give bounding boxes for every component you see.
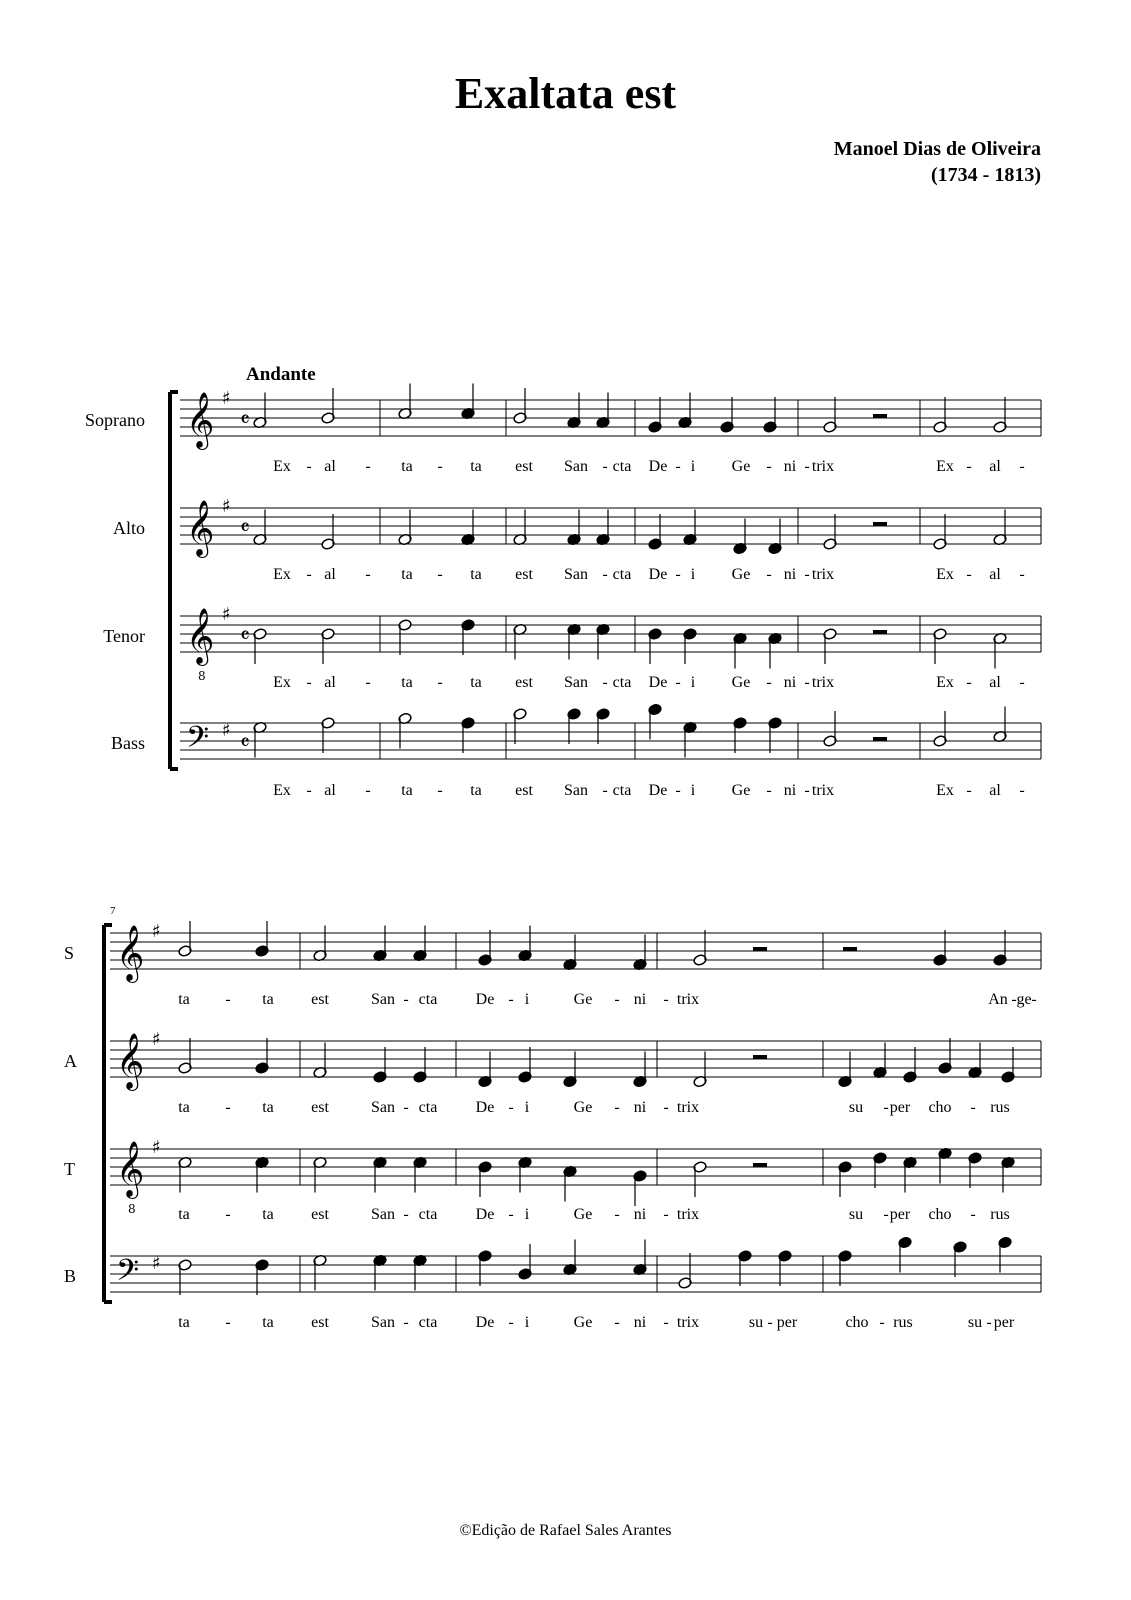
lyric-syllable: San <box>371 1314 395 1331</box>
lyric-syllable: est <box>311 1206 329 1223</box>
lyric-syllable: - <box>403 991 409 1008</box>
lyric-syllable: Ge <box>573 1206 593 1223</box>
lyric-syllable: est <box>515 674 533 691</box>
lyric-syllable: ni <box>783 458 797 475</box>
lyric-syllable: ta <box>178 1206 190 1223</box>
lyric-syllable: - <box>663 1099 669 1116</box>
lyric-syllable: ta <box>470 674 482 691</box>
lyric-syllable: cho <box>845 1314 869 1331</box>
sys2-staff-3-sharp-key-icon: ♯ <box>152 1253 161 1274</box>
sys1-half-rest <box>873 630 887 634</box>
sys1-staff-2-treble-clef-icon: 𝄞 <box>186 608 215 664</box>
lyric-syllable: ta <box>178 991 190 1008</box>
lyric-syllable: Ex <box>936 566 954 583</box>
lyric-syllable: ta <box>178 1314 190 1331</box>
lyric-syllable: - <box>614 1314 620 1331</box>
lyric-syllable: al <box>324 782 336 799</box>
lyric-syllable: - <box>437 782 443 799</box>
lyric-syllable: cho <box>928 1206 952 1223</box>
lyric-syllable: - <box>970 1099 976 1116</box>
lyric-syllable: Ex <box>936 674 954 691</box>
lyric-syllable: ta <box>470 566 482 583</box>
lyric-syllable: - <box>225 1206 231 1223</box>
lyric-syllable: est <box>311 1314 329 1331</box>
lyric-syllable: - <box>403 1206 409 1223</box>
edition-credit: ©Edição de Rafael Sales Arantes <box>459 1522 672 1539</box>
lyric-syllable: - <box>437 566 443 583</box>
lyric-syllable: per <box>993 1314 1015 1331</box>
lyric-syllable: - <box>225 1099 231 1116</box>
lyric-syllable: cta <box>612 674 632 691</box>
lyric-syllable: ta <box>401 458 413 475</box>
part-label-bass: Bass <box>110 733 145 753</box>
lyric-syllable: De <box>648 782 668 799</box>
lyric-syllable: su <box>848 1099 864 1116</box>
lyric-syllable: rus <box>893 1314 913 1331</box>
lyric-syllable: ta <box>178 1099 190 1116</box>
lyric-syllable: trix <box>676 1099 700 1116</box>
lyric-syllable: - <box>602 674 608 691</box>
lyric-syllable: De <box>475 991 495 1008</box>
lyric-syllable: - <box>675 566 681 583</box>
lyric-syllable: ta <box>401 674 413 691</box>
lyric-syllable: ge <box>1016 991 1032 1008</box>
lyric-syllable: Ex <box>273 458 291 475</box>
part-label-alto: Alto <box>112 518 145 538</box>
lyric-syllable: San <box>371 1099 395 1116</box>
lyric-syllable: - <box>966 458 972 475</box>
lyric-syllable: - <box>403 1314 409 1331</box>
sys2-staff-1-treble-clef-icon: 𝄞 <box>116 1033 145 1089</box>
sys1-staff-1-sharp-key-icon: ♯ <box>222 496 231 517</box>
lyric-syllable: - <box>365 674 371 691</box>
lyric-syllable: - <box>437 674 443 691</box>
lyric-syllable: per <box>889 1206 911 1223</box>
sys2-half-rest <box>753 1055 767 1059</box>
lyric-syllable: - <box>804 458 810 475</box>
lyric-syllable: De <box>475 1206 495 1223</box>
lyric-syllable: Ex <box>936 458 954 475</box>
lyric-syllable: San <box>564 566 588 583</box>
lyric-syllable: - <box>1019 566 1025 583</box>
sys2-half-rest <box>753 1163 767 1167</box>
part-label-s: S <box>64 943 75 963</box>
lyric-syllable: i <box>690 782 696 799</box>
lyric-syllable: Ex <box>273 674 291 691</box>
lyric-syllable: - <box>602 566 608 583</box>
sys2-staff-2-sharp-key-icon: ♯ <box>152 1137 161 1158</box>
lyric-syllable: rus <box>990 1206 1010 1223</box>
sys2-staff-1-sharp-key-icon: ♯ <box>152 1029 161 1050</box>
lyric-syllable: - <box>1019 782 1025 799</box>
lyric-syllable: i <box>690 458 696 475</box>
lyric-syllable: - <box>508 1099 514 1116</box>
lyric-syllable: San <box>564 458 588 475</box>
lyric-syllable: - <box>614 1206 620 1223</box>
sys1-staff-3-bass-clef-icon: 𝄢 <box>186 721 210 762</box>
lyric-syllable: Ge <box>731 674 751 691</box>
lyric-syllable: San <box>371 1206 395 1223</box>
tempo-marking: Andante <box>246 364 316 385</box>
lyric-syllable: al <box>324 674 336 691</box>
lyric-syllable: Ge <box>731 458 751 475</box>
lyric-syllable: - <box>508 1206 514 1223</box>
lyric-syllable: - <box>365 566 371 583</box>
lyric-syllable: ni <box>633 1206 647 1223</box>
sys2-staff-3-bass-clef-icon: 𝄢 <box>116 1254 140 1295</box>
lyric-syllable: De <box>475 1099 495 1116</box>
lyric-syllable: - <box>986 1314 992 1331</box>
lyric-syllable: cta <box>612 782 632 799</box>
lyric-syllable: - <box>508 1314 514 1331</box>
lyric-syllable: San <box>564 782 588 799</box>
lyric-syllable: - <box>966 674 972 691</box>
sys2-staff-2-treble-clef-icon: 𝄞 <box>116 1141 145 1197</box>
lyric-syllable: - <box>663 991 669 1008</box>
piece-title: Exaltata est <box>454 69 677 118</box>
lyric-syllable: ni <box>783 782 797 799</box>
lyric-syllable: trix <box>676 991 700 1008</box>
lyric-syllable: - <box>883 1206 889 1223</box>
lyric-syllable: De <box>648 458 668 475</box>
lyric-syllable: - <box>804 782 810 799</box>
lyric-syllable: - <box>970 1206 976 1223</box>
lyric-syllable: - <box>675 674 681 691</box>
lyric-syllable: San <box>371 991 395 1008</box>
lyric-syllable: Ex <box>273 782 291 799</box>
lyric-syllable: - <box>508 991 514 1008</box>
lyric-syllable: i <box>524 1206 530 1223</box>
system1-bracket <box>170 392 178 769</box>
part-label-tenor: Tenor <box>103 626 145 646</box>
part-label-b: B <box>64 1266 77 1286</box>
lyric-syllable: trix <box>676 1206 700 1223</box>
lyric-syllable: - <box>306 458 312 475</box>
lyric-syllable: al <box>324 566 336 583</box>
lyric-syllable: De <box>648 674 668 691</box>
lyric-syllable: ta <box>262 991 274 1008</box>
lyric-syllable: - <box>879 1314 885 1331</box>
part-label-soprano: Soprano <box>85 410 145 430</box>
lyric-syllable: al <box>989 458 1001 475</box>
lyric-syllable: ta <box>262 1099 274 1116</box>
lyric-syllable: Ge <box>731 566 751 583</box>
lyric-syllable: i <box>690 674 696 691</box>
lyric-syllable: rus <box>990 1099 1010 1116</box>
lyric-syllable: Ge <box>731 782 751 799</box>
lyric-syllable: - <box>804 566 810 583</box>
lyric-syllable: - <box>663 1206 669 1223</box>
lyric-syllable: ni <box>633 1314 647 1331</box>
lyric-syllable: ta <box>262 1314 274 1331</box>
lyric-syllable: - <box>675 458 681 475</box>
lyric-syllable: cta <box>612 566 632 583</box>
lyric-syllable: De <box>648 566 668 583</box>
lyric-syllable: - <box>306 566 312 583</box>
lyric-syllable: ni <box>783 566 797 583</box>
lyric-syllable: ta <box>262 1206 274 1223</box>
lyric-syllable: al <box>989 566 1001 583</box>
lyric-syllable: su <box>967 1314 983 1331</box>
composer-dates: (1734 - 1813) <box>931 164 1041 186</box>
system2-bracket <box>104 925 112 1302</box>
lyric-syllable: per <box>889 1099 911 1116</box>
sys1-staff-1-common-time-icon: 𝄴 <box>240 516 250 541</box>
lyric-syllable: cta <box>418 1314 438 1331</box>
lyric-syllable: trix <box>811 674 835 691</box>
lyric-syllable: - <box>306 782 312 799</box>
lyric-syllable: - <box>766 566 772 583</box>
lyric-syllable: cta <box>418 1099 438 1116</box>
lyric-syllable: trix <box>811 566 835 583</box>
lyric-syllable: San <box>564 674 588 691</box>
lyric-syllable: - <box>403 1099 409 1116</box>
sys1-staff-3-common-time-icon: 𝄴 <box>240 731 250 756</box>
sys1-staff-0-common-time-icon: 𝄴 <box>240 408 250 433</box>
lyric-syllable: - <box>365 782 371 799</box>
sys1-staff-3-sharp-key-icon: ♯ <box>222 720 231 741</box>
lyric-syllable: - <box>766 458 772 475</box>
lyric-syllable: - <box>1011 991 1017 1008</box>
sys1-staff-2-octave-marker: 8 <box>198 669 206 683</box>
lyric-syllable: ta <box>401 566 413 583</box>
lyric-syllable: De <box>475 1314 495 1331</box>
sys1-staff-0-treble-clef-icon: 𝄞 <box>186 392 215 448</box>
lyric-syllable: est <box>311 1099 329 1116</box>
lyric-syllable: cta <box>418 991 438 1008</box>
sys1-staff-2-common-time-icon: 𝄴 <box>240 624 250 649</box>
lyric-syllable: - <box>804 674 810 691</box>
lyric-syllable: - <box>1019 674 1025 691</box>
lyric-syllable: trix <box>811 782 835 799</box>
sys1-half-rest <box>873 737 887 741</box>
lyric-syllable: Ge <box>573 1099 593 1116</box>
lyric-syllable: per <box>776 1314 798 1331</box>
lyric-syllable: - <box>614 991 620 1008</box>
lyric-syllable: - <box>225 991 231 1008</box>
sys2-half-rest <box>843 947 857 951</box>
lyric-syllable: est <box>515 566 533 583</box>
lyric-syllable: - <box>306 674 312 691</box>
lyric-syllable: - <box>1031 991 1037 1008</box>
lyric-syllable: ta <box>401 782 413 799</box>
lyric-syllable: - <box>365 458 371 475</box>
lyric-syllable: i <box>690 566 696 583</box>
lyric-syllable: i <box>524 1099 530 1116</box>
lyric-syllable: - <box>675 782 681 799</box>
lyric-syllable: - <box>883 1099 889 1116</box>
lyric-syllable: i <box>524 1314 530 1331</box>
lyric-syllable: al <box>989 674 1001 691</box>
composer-name: Manoel Dias de Oliveira <box>833 138 1041 160</box>
lyric-syllable: Ex <box>273 566 291 583</box>
measure-number: 7 <box>110 905 116 917</box>
lyric-syllable: - <box>766 674 772 691</box>
lyric-syllable: - <box>966 782 972 799</box>
lyric-syllable: est <box>311 991 329 1008</box>
lyric-syllable: su <box>848 1206 864 1223</box>
lyric-syllable: - <box>766 782 772 799</box>
sys1-half-rest <box>873 522 887 526</box>
lyric-syllable: Ex <box>936 782 954 799</box>
sys2-half-rest <box>753 947 767 951</box>
lyric-syllable: cta <box>612 458 632 475</box>
lyric-syllable: - <box>966 566 972 583</box>
lyric-syllable: ni <box>783 674 797 691</box>
lyric-syllable: Ge <box>573 1314 593 1331</box>
lyric-syllable: - <box>225 1314 231 1331</box>
part-label-a: A <box>64 1051 77 1071</box>
lyric-syllable: - <box>602 782 608 799</box>
lyric-syllable: ni <box>633 1099 647 1116</box>
lyric-syllable: - <box>663 1314 669 1331</box>
lyric-syllable: ni <box>633 991 647 1008</box>
lyric-syllable: al <box>324 458 336 475</box>
sys2-staff-0-sharp-key-icon: ♯ <box>152 921 161 942</box>
lyric-syllable: cho <box>928 1099 952 1116</box>
lyric-syllable: i <box>524 991 530 1008</box>
lyric-syllable: An <box>988 991 1008 1008</box>
lyric-syllable: ta <box>470 458 482 475</box>
sys1-staff-0-sharp-key-icon: ♯ <box>222 388 231 409</box>
lyric-syllable: Ge <box>573 991 593 1008</box>
lyric-syllable: est <box>515 458 533 475</box>
sys2-staff-2-octave-marker: 8 <box>128 1202 136 1216</box>
sys1-half-rest <box>873 414 887 418</box>
lyric-syllable: su <box>748 1314 764 1331</box>
lyric-syllable: al <box>989 782 1001 799</box>
lyric-syllable: - <box>1019 458 1025 475</box>
lyric-syllable: est <box>515 782 533 799</box>
sys2-staff-0-treble-clef-icon: 𝄞 <box>116 925 145 981</box>
sys1-staff-1-treble-clef-icon: 𝄞 <box>186 500 215 556</box>
lyric-syllable: cta <box>418 1206 438 1223</box>
lyric-syllable: trix <box>676 1314 700 1331</box>
lyric-syllable: trix <box>811 458 835 475</box>
lyric-syllable: ta <box>470 782 482 799</box>
lyric-syllable: - <box>767 1314 773 1331</box>
sys1-staff-2-sharp-key-icon: ♯ <box>222 604 231 625</box>
lyric-syllable: - <box>437 458 443 475</box>
lyric-syllable: - <box>614 1099 620 1116</box>
lyric-syllable: - <box>602 458 608 475</box>
part-label-t: T <box>64 1159 75 1179</box>
